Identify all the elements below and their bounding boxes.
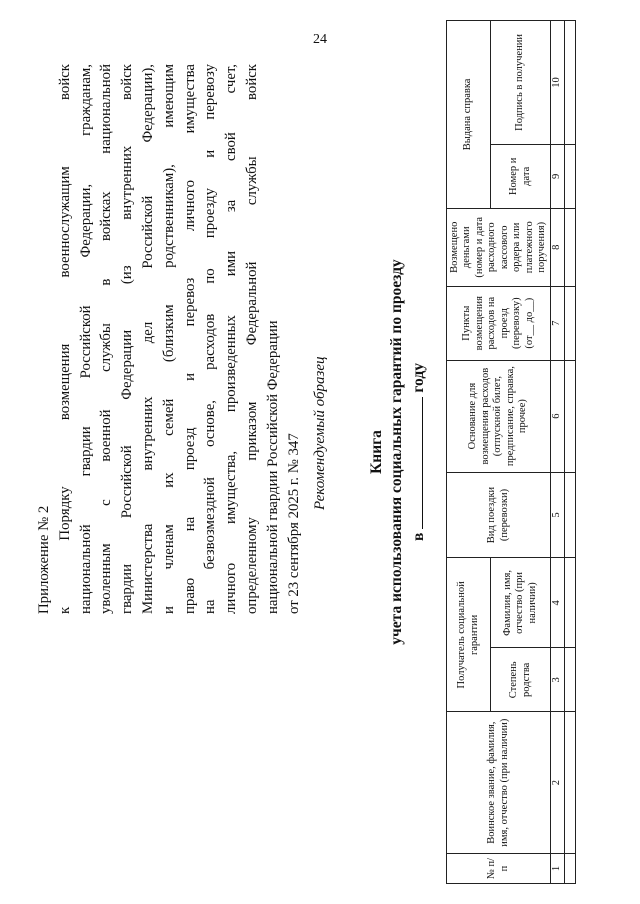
- appendix-line: национальной гвардии Российской Федерации, гражданам,: [77, 64, 94, 614]
- empty-cell: [565, 144, 576, 208]
- header-num: № п/п: [447, 854, 551, 884]
- header-basis: Основание для возмещения расходов (отпускной билет, предписание, справка, прочее): [447, 360, 551, 472]
- column-number: 2: [551, 712, 565, 854]
- column-number: 6: [551, 360, 565, 472]
- appendix-block: [34, 64, 304, 614]
- appendix-line: Министерства внутренних дел Российской Федерации),: [139, 64, 156, 614]
- table-row: [565, 21, 576, 884]
- header-cert-number: Номер и дата: [491, 144, 551, 208]
- appendix-line: определенному приказом Федеральной службы войск: [243, 64, 260, 614]
- empty-cell: [565, 854, 576, 884]
- appendix-line: личного имущества, произведенных ими за свой счет,: [223, 64, 240, 614]
- year-prefix: в: [410, 532, 427, 541]
- appendix-line: и членам их семей (близким родственникам), имеющим: [160, 64, 177, 614]
- column-number: 8: [551, 208, 565, 286]
- empty-cell: [565, 648, 576, 712]
- sample-label: Рекомендуемый образец: [312, 356, 328, 510]
- column-number: 10: [551, 21, 565, 145]
- appendix-line: уволенным с военной службы в войсках национальной: [98, 64, 115, 614]
- book-table: [446, 20, 576, 884]
- appendix-line: к Порядку возмещения военнослужащим войск: [56, 64, 73, 614]
- empty-cell: [565, 472, 576, 558]
- empty-cell: [565, 208, 576, 286]
- appendix-line: от 23 сентября 2025 г. № 347: [285, 433, 302, 614]
- column-number: 4: [551, 558, 565, 648]
- header-recipient-name: Фамилия, имя, отчество (при наличии): [491, 558, 551, 648]
- document-subtitle: учета использования социальных гарантий по проезду: [388, 259, 405, 645]
- column-number: 5: [551, 472, 565, 558]
- header-points: Пункты возмещения расходов на проезд (перевозку) (от__ до__): [447, 286, 551, 360]
- header-reimbursed: Возмещено деньгами (номер и дата расходного кассового ордера или платежного поручения): [447, 208, 551, 286]
- header-recipient: Получатель социальной гарантии: [447, 558, 491, 712]
- appendix-line: право на проезд и перевоз личного имущества: [181, 64, 198, 614]
- header-certificate: Выдана справка: [447, 21, 491, 209]
- appendix-line: Приложение № 2: [36, 505, 52, 614]
- header-trip-type: Вид поездки (перевозки): [447, 472, 551, 558]
- column-number: 7: [551, 286, 565, 360]
- empty-cell: [565, 712, 576, 854]
- appendix-line: на безвозмездной основе, расходов по проезду и перевозу: [202, 64, 219, 614]
- year-line: [408, 20, 428, 884]
- header-kinship: Степень родства: [491, 648, 551, 712]
- header-rank-name: Воинское звание, фамилия, имя, отчество (при наличии): [447, 712, 551, 854]
- empty-cell: [565, 360, 576, 472]
- document-title: Книга: [368, 430, 385, 474]
- page-number: 24: [313, 32, 327, 47]
- column-number: 1: [551, 854, 565, 884]
- year-blank-field: [408, 397, 423, 529]
- empty-cell: [565, 21, 576, 145]
- column-number: 3: [551, 648, 565, 712]
- appendix-line: гвардии Российской Федерации (из внутренних войск: [119, 64, 136, 614]
- rotated-page-content: [14, 20, 626, 884]
- year-suffix: году: [410, 363, 427, 393]
- header-signature: Подпись в получении: [491, 21, 551, 145]
- column-number: 9: [551, 144, 565, 208]
- empty-cell: [565, 286, 576, 360]
- appendix-line: национальной гвардии Российской Федерации: [264, 320, 281, 614]
- empty-cell: [565, 558, 576, 648]
